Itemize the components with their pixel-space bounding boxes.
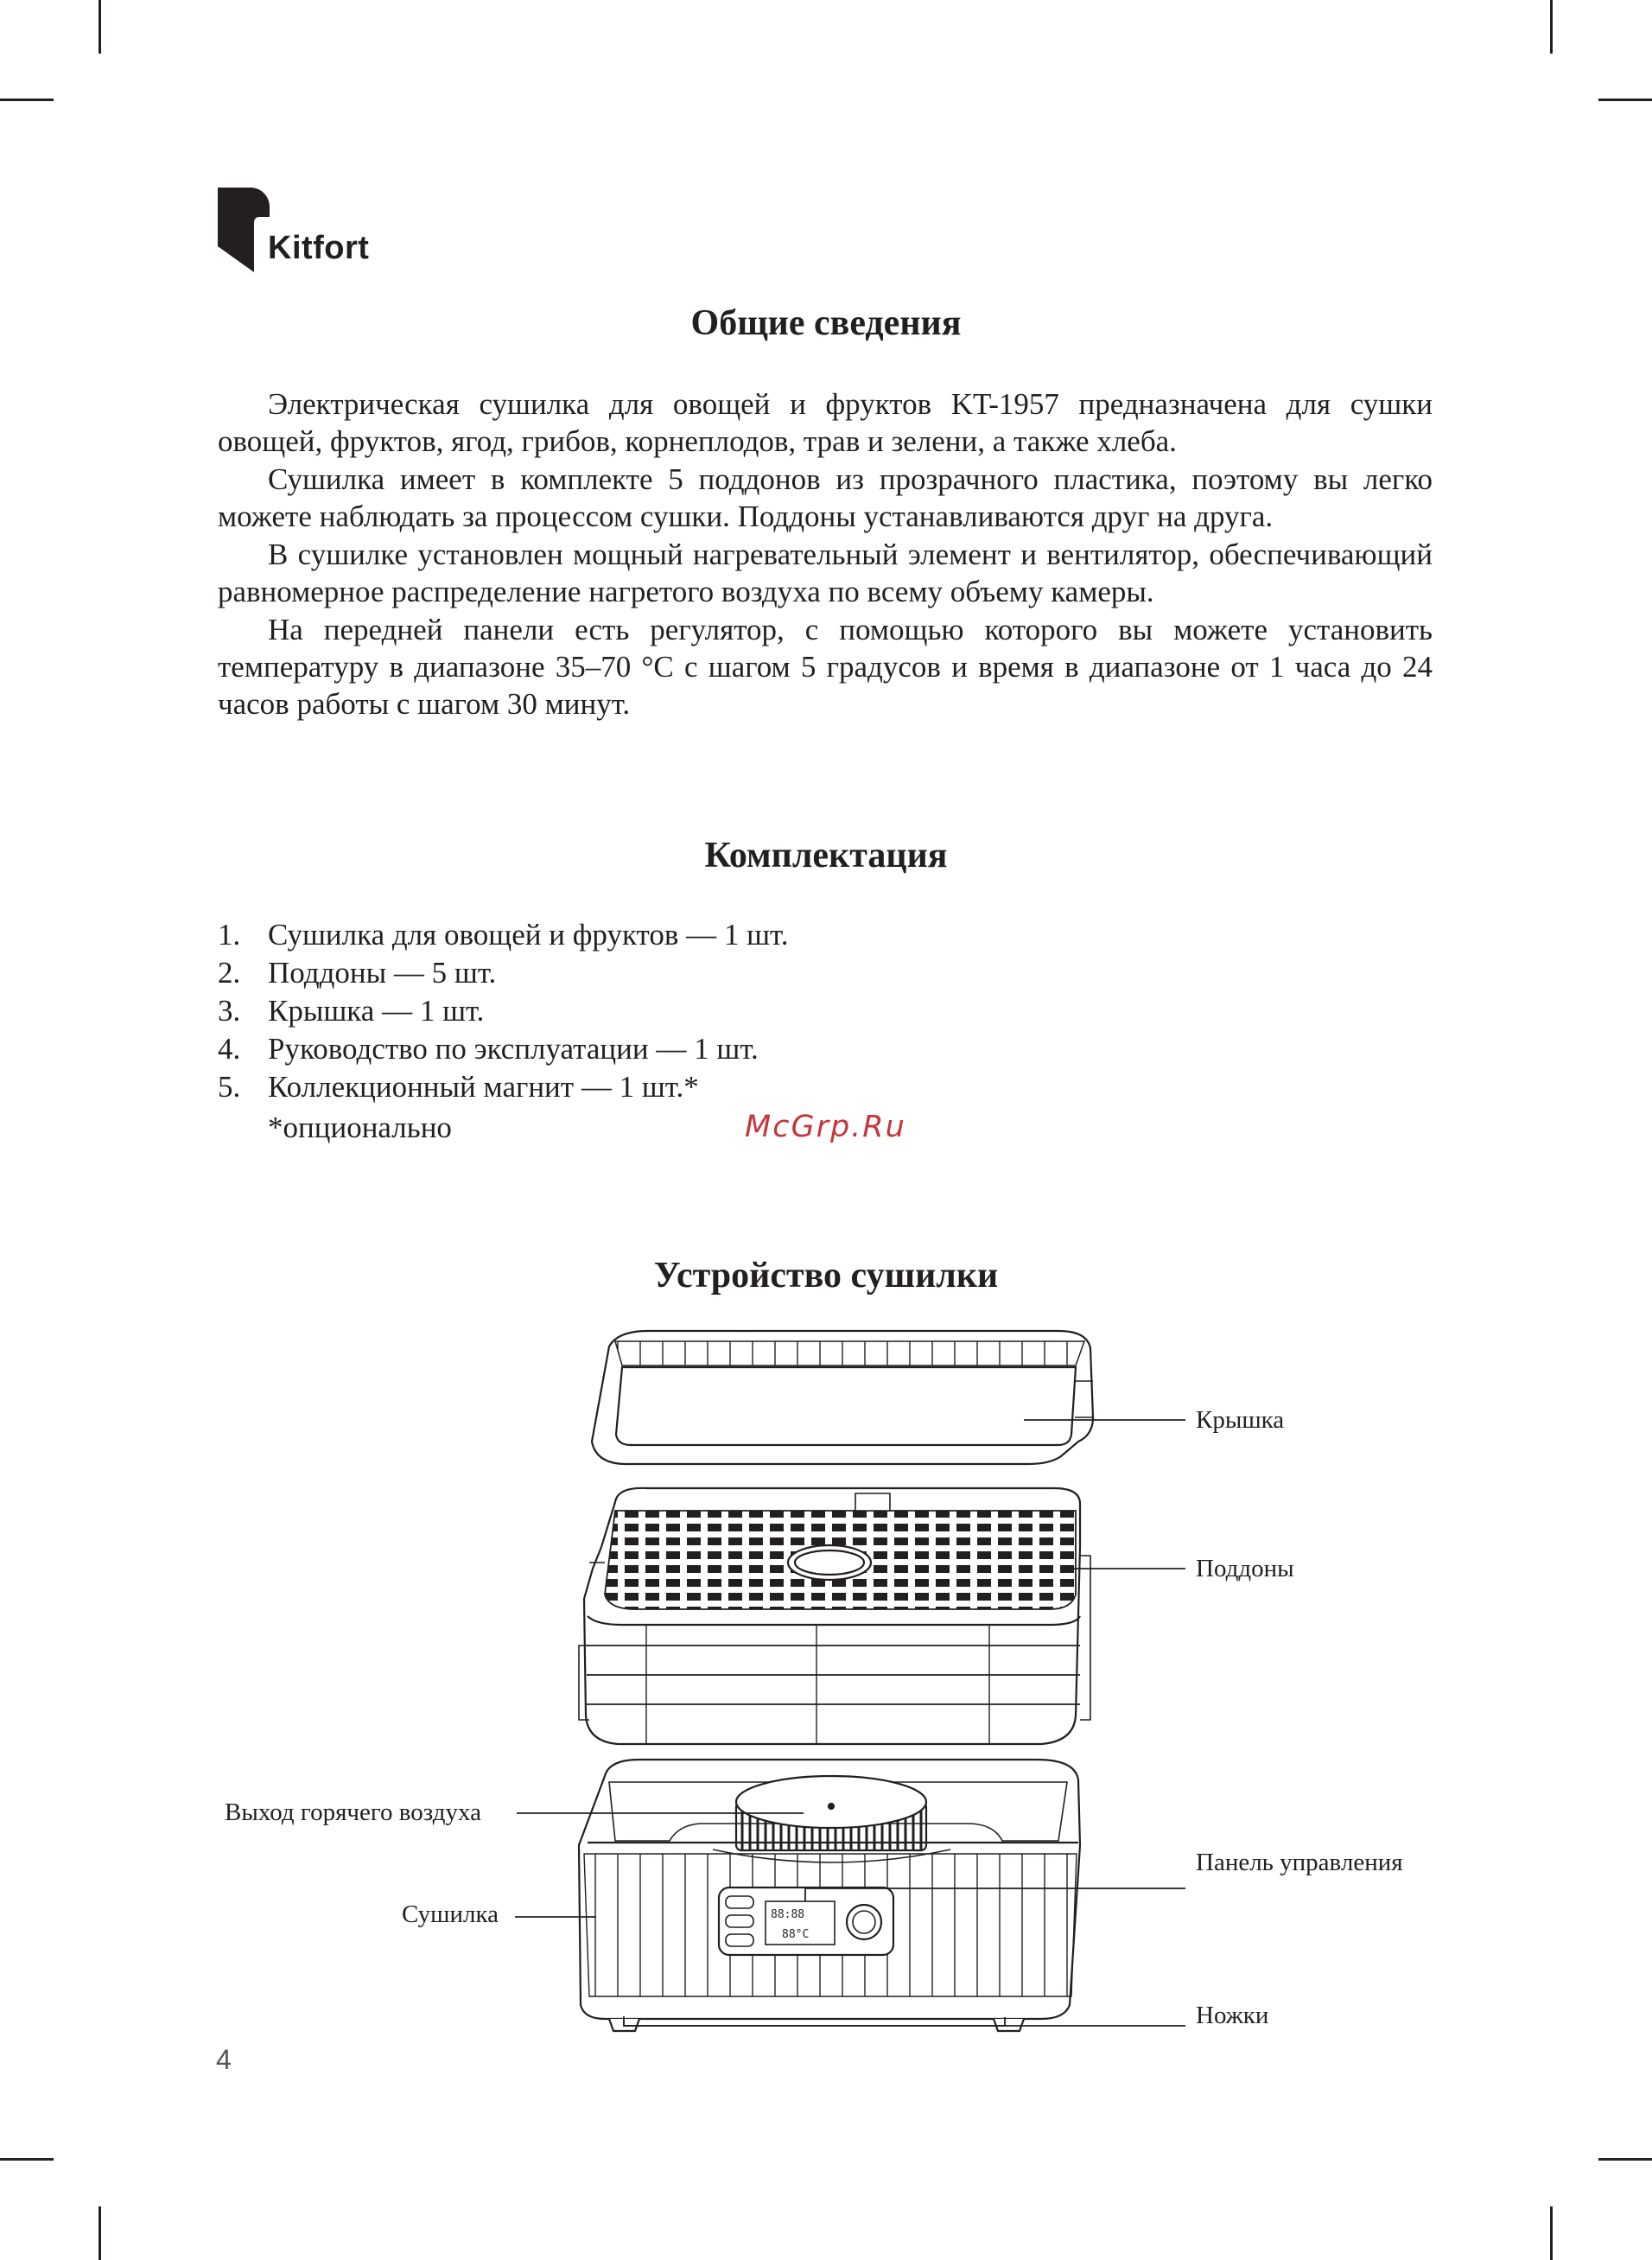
list-item: 5. Коллекционный магнит — 1 шт.* bbox=[218, 1070, 699, 1104]
device-title: Устройство сушилки bbox=[653, 1256, 999, 1296]
list-item: 4. Руководство по эксплуатации — 1 шт. bbox=[218, 1032, 759, 1066]
svg-text:88:88: 88:88 bbox=[771, 1908, 805, 1921]
label-trays: Поддоны bbox=[1196, 1555, 1294, 1582]
base bbox=[579, 1760, 1080, 2031]
label-control-panel: Панель управления bbox=[1196, 1849, 1403, 1876]
general-paragraph: На передней панели есть регулятор, с помощью которого вы можете установить температуру в диапазоне 35–70 °C с шагом 5 градусов и время в диапазоне от 1 часа до 24 часов работы с шагом 30 минут. bbox=[218, 613, 1433, 721]
general-title: Общие сведения bbox=[690, 303, 962, 343]
trays bbox=[579, 1488, 1090, 1744]
lid bbox=[592, 1331, 1093, 1464]
general-paragraph: Сушилка имеет в комплекте 5 поддонов из прозрачного пластика, поэтому вы легко можете наблюдать за процессом сушки. Поддоны устанавливаются друг на друга. bbox=[218, 462, 1433, 533]
general-paragraph: В сушилке установлен мощный нагревательный элемент и вентилятор, обеспечивающий равномерное распределение нагретого воздуха по всему объему камеры. bbox=[218, 538, 1433, 608]
watermark: McGrp.Ru bbox=[745, 1110, 906, 1144]
label-feet: Ножки bbox=[1196, 2002, 1269, 2029]
list-item: 1. Сушилка для овощей и фруктов — 1 шт. bbox=[218, 918, 789, 952]
label-hot-air-outlet: Выход горячего воздуха bbox=[225, 1798, 481, 1826]
list-item: 2. Поддоны — 5 шт. bbox=[218, 956, 497, 990]
list-item: 3. Крышка — 1 шт. bbox=[218, 994, 485, 1028]
brand-name: Kitfort bbox=[268, 230, 370, 266]
svg-text:88°C: 88°C bbox=[782, 1928, 810, 1941]
contents-title: Комплектация bbox=[704, 836, 948, 875]
optional-note: *опционально bbox=[268, 1111, 452, 1144]
general-paragraph: Электрическая сушилка для овощей и фруктов KT-1957 предназначена для сушки овощей, фруктов, ягод, грибов, корнеплодов, трав и зелени, а также хлеба. bbox=[218, 387, 1433, 458]
label-dryer: Сушилка bbox=[402, 1900, 499, 1928]
label-lid: Крышка bbox=[1196, 1406, 1285, 1434]
page-number: 4 bbox=[216, 2044, 232, 2075]
